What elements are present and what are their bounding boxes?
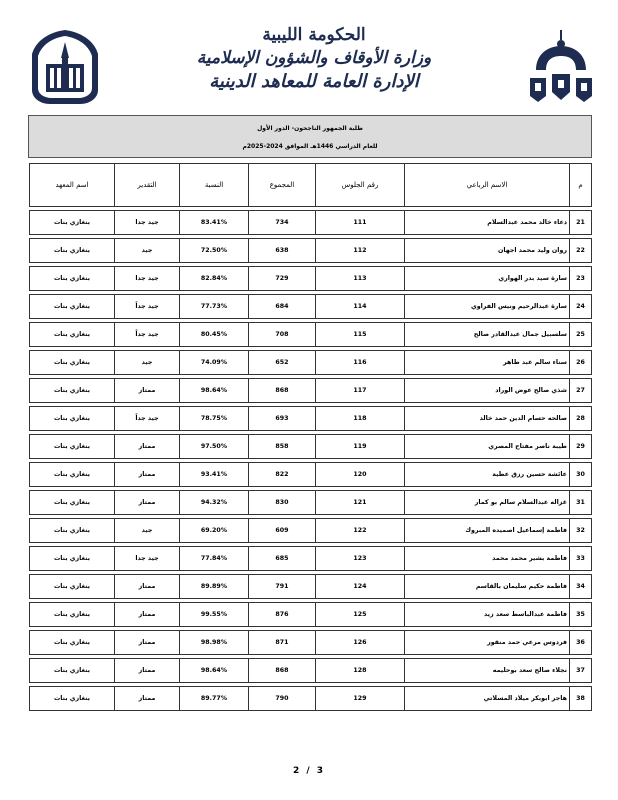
cell-seat: 116 (316, 351, 405, 375)
header-total: المجموع (249, 164, 316, 207)
cell-name: فاطمة حكيم سليمان بالقاسم (405, 575, 570, 599)
cell-grade: ممتاز (115, 575, 180, 599)
cell-num: 22 (570, 239, 592, 263)
cell-num: 37 (570, 659, 592, 683)
banner-academic-year: للعام الدراسي 1446هـ الموافق 2024-2025م (242, 143, 378, 150)
cell-seat: 112 (316, 239, 405, 263)
cell-seat: 117 (316, 379, 405, 403)
table-row (30, 659, 592, 683)
cell-institute: بنغازي بنات (30, 547, 115, 571)
cell-seat: 114 (316, 295, 405, 319)
cell-seat: 126 (316, 631, 405, 655)
cell-num: 31 (570, 491, 592, 515)
cell-name: شذي صالح عوض الوراد (405, 379, 570, 403)
cell-name: طيبة ناصر مفتاح المصري (405, 435, 570, 459)
cell-institute: بنغازي بنات (30, 379, 115, 403)
cell-name: غزاله عبدالسلام سالم بو كمار (405, 491, 570, 515)
cell-grade: ممتاز (115, 379, 180, 403)
cell-name: سلسبيل جمال عبدالقادر صالح (405, 323, 570, 347)
cell-grade: ممتاز (115, 687, 180, 711)
cell-seat: 120 (316, 463, 405, 487)
cell-seat: 123 (316, 547, 405, 571)
cell-num: 26 (570, 351, 592, 375)
cell-grade: ممتاز (115, 463, 180, 487)
cell-pct: 80.45% (180, 323, 249, 347)
ministry-title: وزارة الأوقاف والشؤون الإسلامية (196, 48, 432, 68)
cell-name: سارة عبدالرحيم ونيس الفراوي (405, 295, 570, 319)
table-row (30, 547, 592, 571)
cell-pct: 69.20% (180, 519, 249, 543)
cell-num: 32 (570, 519, 592, 543)
header-seat: رقم الجلوس (316, 164, 405, 207)
table-row (30, 575, 592, 599)
cell-num: 34 (570, 575, 592, 599)
cell-total: 684 (249, 295, 316, 319)
cell-total: 609 (249, 519, 316, 543)
cell-grade: جيد جداً (115, 323, 180, 347)
cell-num: 27 (570, 379, 592, 403)
title-banner (28, 115, 592, 158)
cell-seat: 119 (316, 435, 405, 459)
cell-name: روان وليد محمد اجهان (405, 239, 570, 263)
cell-num: 25 (570, 323, 592, 347)
cell-institute: بنغازي بنات (30, 687, 115, 711)
table-row (30, 603, 592, 627)
cell-institute: بنغازي بنات (30, 463, 115, 487)
cell-institute: بنغازي بنات (30, 351, 115, 375)
banner-title: طلبة الجمهور الناجحون- الدور الأول (257, 125, 363, 132)
table-row (30, 323, 592, 347)
cell-name: فردوس مرعي حمد منقور (405, 631, 570, 655)
cell-pct: 77.73% (180, 295, 249, 319)
cell-grade: جيد (115, 519, 180, 543)
cell-name: فاطمة بشير محمد محمد (405, 547, 570, 571)
table-body (30, 207, 592, 711)
header-grade: التقدير (115, 164, 180, 207)
cell-grade: جيد جداً (115, 295, 180, 319)
ministry-logo-icon (28, 28, 102, 106)
cell-total: 790 (249, 687, 316, 711)
cell-institute: بنغازي بنات (30, 575, 115, 599)
cell-institute: بنغازي بنات (30, 239, 115, 263)
cell-institute: بنغازي بنات (30, 435, 115, 459)
cell-pct: 77.84% (180, 547, 249, 571)
cell-grade: جيد (115, 351, 180, 375)
cell-seat: 111 (316, 211, 405, 235)
cell-grade: ممتاز (115, 491, 180, 515)
cell-total: 830 (249, 491, 316, 515)
page-number: 2 / 3 (292, 766, 326, 776)
cell-pct: 74.09% (180, 351, 249, 375)
cell-num: 29 (570, 435, 592, 459)
cell-grade: جيد جداً (115, 407, 180, 431)
cell-institute: بنغازي بنات (30, 211, 115, 235)
cell-name: سناء سالم عبد طاهر (405, 351, 570, 375)
cell-total: 871 (249, 631, 316, 655)
header-institute: اسم المعهد (30, 164, 115, 207)
cell-grade: جيد جدا (115, 267, 180, 291)
cell-name: سارة سيد بدر الهواري (405, 267, 570, 291)
cell-num: 35 (570, 603, 592, 627)
cell-pct: 98.64% (180, 379, 249, 403)
cell-pct: 99.55% (180, 603, 249, 627)
cell-total: 734 (249, 211, 316, 235)
results-table (29, 163, 592, 711)
cell-seat: 124 (316, 575, 405, 599)
awqaf-logo-icon (526, 26, 596, 106)
cell-name: هاجر ابوبكر ميلاد المسلاتي (405, 687, 570, 711)
table-row (30, 519, 592, 543)
cell-institute: بنغازي بنات (30, 323, 115, 347)
cell-grade: ممتاز (115, 659, 180, 683)
cell-pct: 98.98% (180, 631, 249, 655)
table-row (30, 631, 592, 655)
cell-total: 822 (249, 463, 316, 487)
cell-seat: 125 (316, 603, 405, 627)
table-row (30, 435, 592, 459)
cell-total: 652 (249, 351, 316, 375)
cell-seat: 115 (316, 323, 405, 347)
cell-total: 638 (249, 239, 316, 263)
cell-pct: 97.50% (180, 435, 249, 459)
cell-pct: 89.89% (180, 575, 249, 599)
cell-num: 38 (570, 687, 592, 711)
table-row (30, 379, 592, 403)
cell-pct: 93.41% (180, 463, 249, 487)
table-row (30, 463, 592, 487)
cell-seat: 118 (316, 407, 405, 431)
cell-name: صالحه حسام الدين حمد خالد (405, 407, 570, 431)
cell-total: 858 (249, 435, 316, 459)
cell-seat: 113 (316, 267, 405, 291)
cell-name: عائشة حسين رزق عطية (405, 463, 570, 487)
cell-total: 693 (249, 407, 316, 431)
cell-grade: جيد جدا (115, 547, 180, 571)
cell-grade: جيد جدا (115, 211, 180, 235)
cell-total: 729 (249, 267, 316, 291)
cell-num: 24 (570, 295, 592, 319)
cell-total: 868 (249, 379, 316, 403)
cell-pct: 78.75% (180, 407, 249, 431)
table-row (30, 687, 592, 711)
cell-total: 685 (249, 547, 316, 571)
cell-institute: بنغازي بنات (30, 659, 115, 683)
table-row (30, 295, 592, 319)
cell-num: 33 (570, 547, 592, 571)
table-row (30, 267, 592, 291)
government-title: الحكومة الليبية (262, 25, 366, 45)
page-header (0, 0, 618, 112)
cell-institute: بنغازي بنات (30, 295, 115, 319)
cell-name: دعاء خالد محمد عبدالسلام (405, 211, 570, 235)
cell-grade: ممتاز (115, 631, 180, 655)
cell-seat: 129 (316, 687, 405, 711)
cell-name: نجلاء صالح سعد بوحليمه (405, 659, 570, 683)
cell-pct: 89.77% (180, 687, 249, 711)
cell-pct: 98.64% (180, 659, 249, 683)
cell-name: فاطمة إسماعيل اصميده المبروك (405, 519, 570, 543)
cell-num: 21 (570, 211, 592, 235)
cell-institute: بنغازي بنات (30, 631, 115, 655)
cell-total: 876 (249, 603, 316, 627)
cell-seat: 121 (316, 491, 405, 515)
table-row (30, 239, 592, 263)
cell-grade: ممتاز (115, 603, 180, 627)
table-row (30, 351, 592, 375)
cell-num: 28 (570, 407, 592, 431)
header-percentage: النسبة (180, 164, 249, 207)
cell-institute: بنغازي بنات (30, 267, 115, 291)
cell-total: 791 (249, 575, 316, 599)
cell-num: 36 (570, 631, 592, 655)
cell-num: 30 (570, 463, 592, 487)
header-num: م (570, 164, 592, 207)
cell-grade: ممتاز (115, 435, 180, 459)
cell-seat: 122 (316, 519, 405, 543)
cell-total: 868 (249, 659, 316, 683)
cell-pct: 94.32% (180, 491, 249, 515)
table-row (30, 491, 592, 515)
cell-pct: 82.84% (180, 267, 249, 291)
table-row (30, 407, 592, 431)
cell-name: فاطمة عبدالباسط سعد زيد (405, 603, 570, 627)
cell-institute: بنغازي بنات (30, 603, 115, 627)
cell-pct: 83.41% (180, 211, 249, 235)
cell-seat: 128 (316, 659, 405, 683)
cell-institute: بنغازي بنات (30, 491, 115, 515)
cell-total: 708 (249, 323, 316, 347)
cell-num: 23 (570, 267, 592, 291)
header-calligraphy (180, 24, 448, 106)
table-header-row (30, 164, 592, 207)
department-title: الإدارة العامة للمعاهد الدينية (209, 71, 419, 92)
header-name: الاسم الرباعي (405, 164, 570, 207)
table-row (30, 211, 592, 235)
cell-institute: بنغازي بنات (30, 407, 115, 431)
cell-institute: بنغازي بنات (30, 519, 115, 543)
cell-grade: جيد (115, 239, 180, 263)
cell-pct: 72.50% (180, 239, 249, 263)
